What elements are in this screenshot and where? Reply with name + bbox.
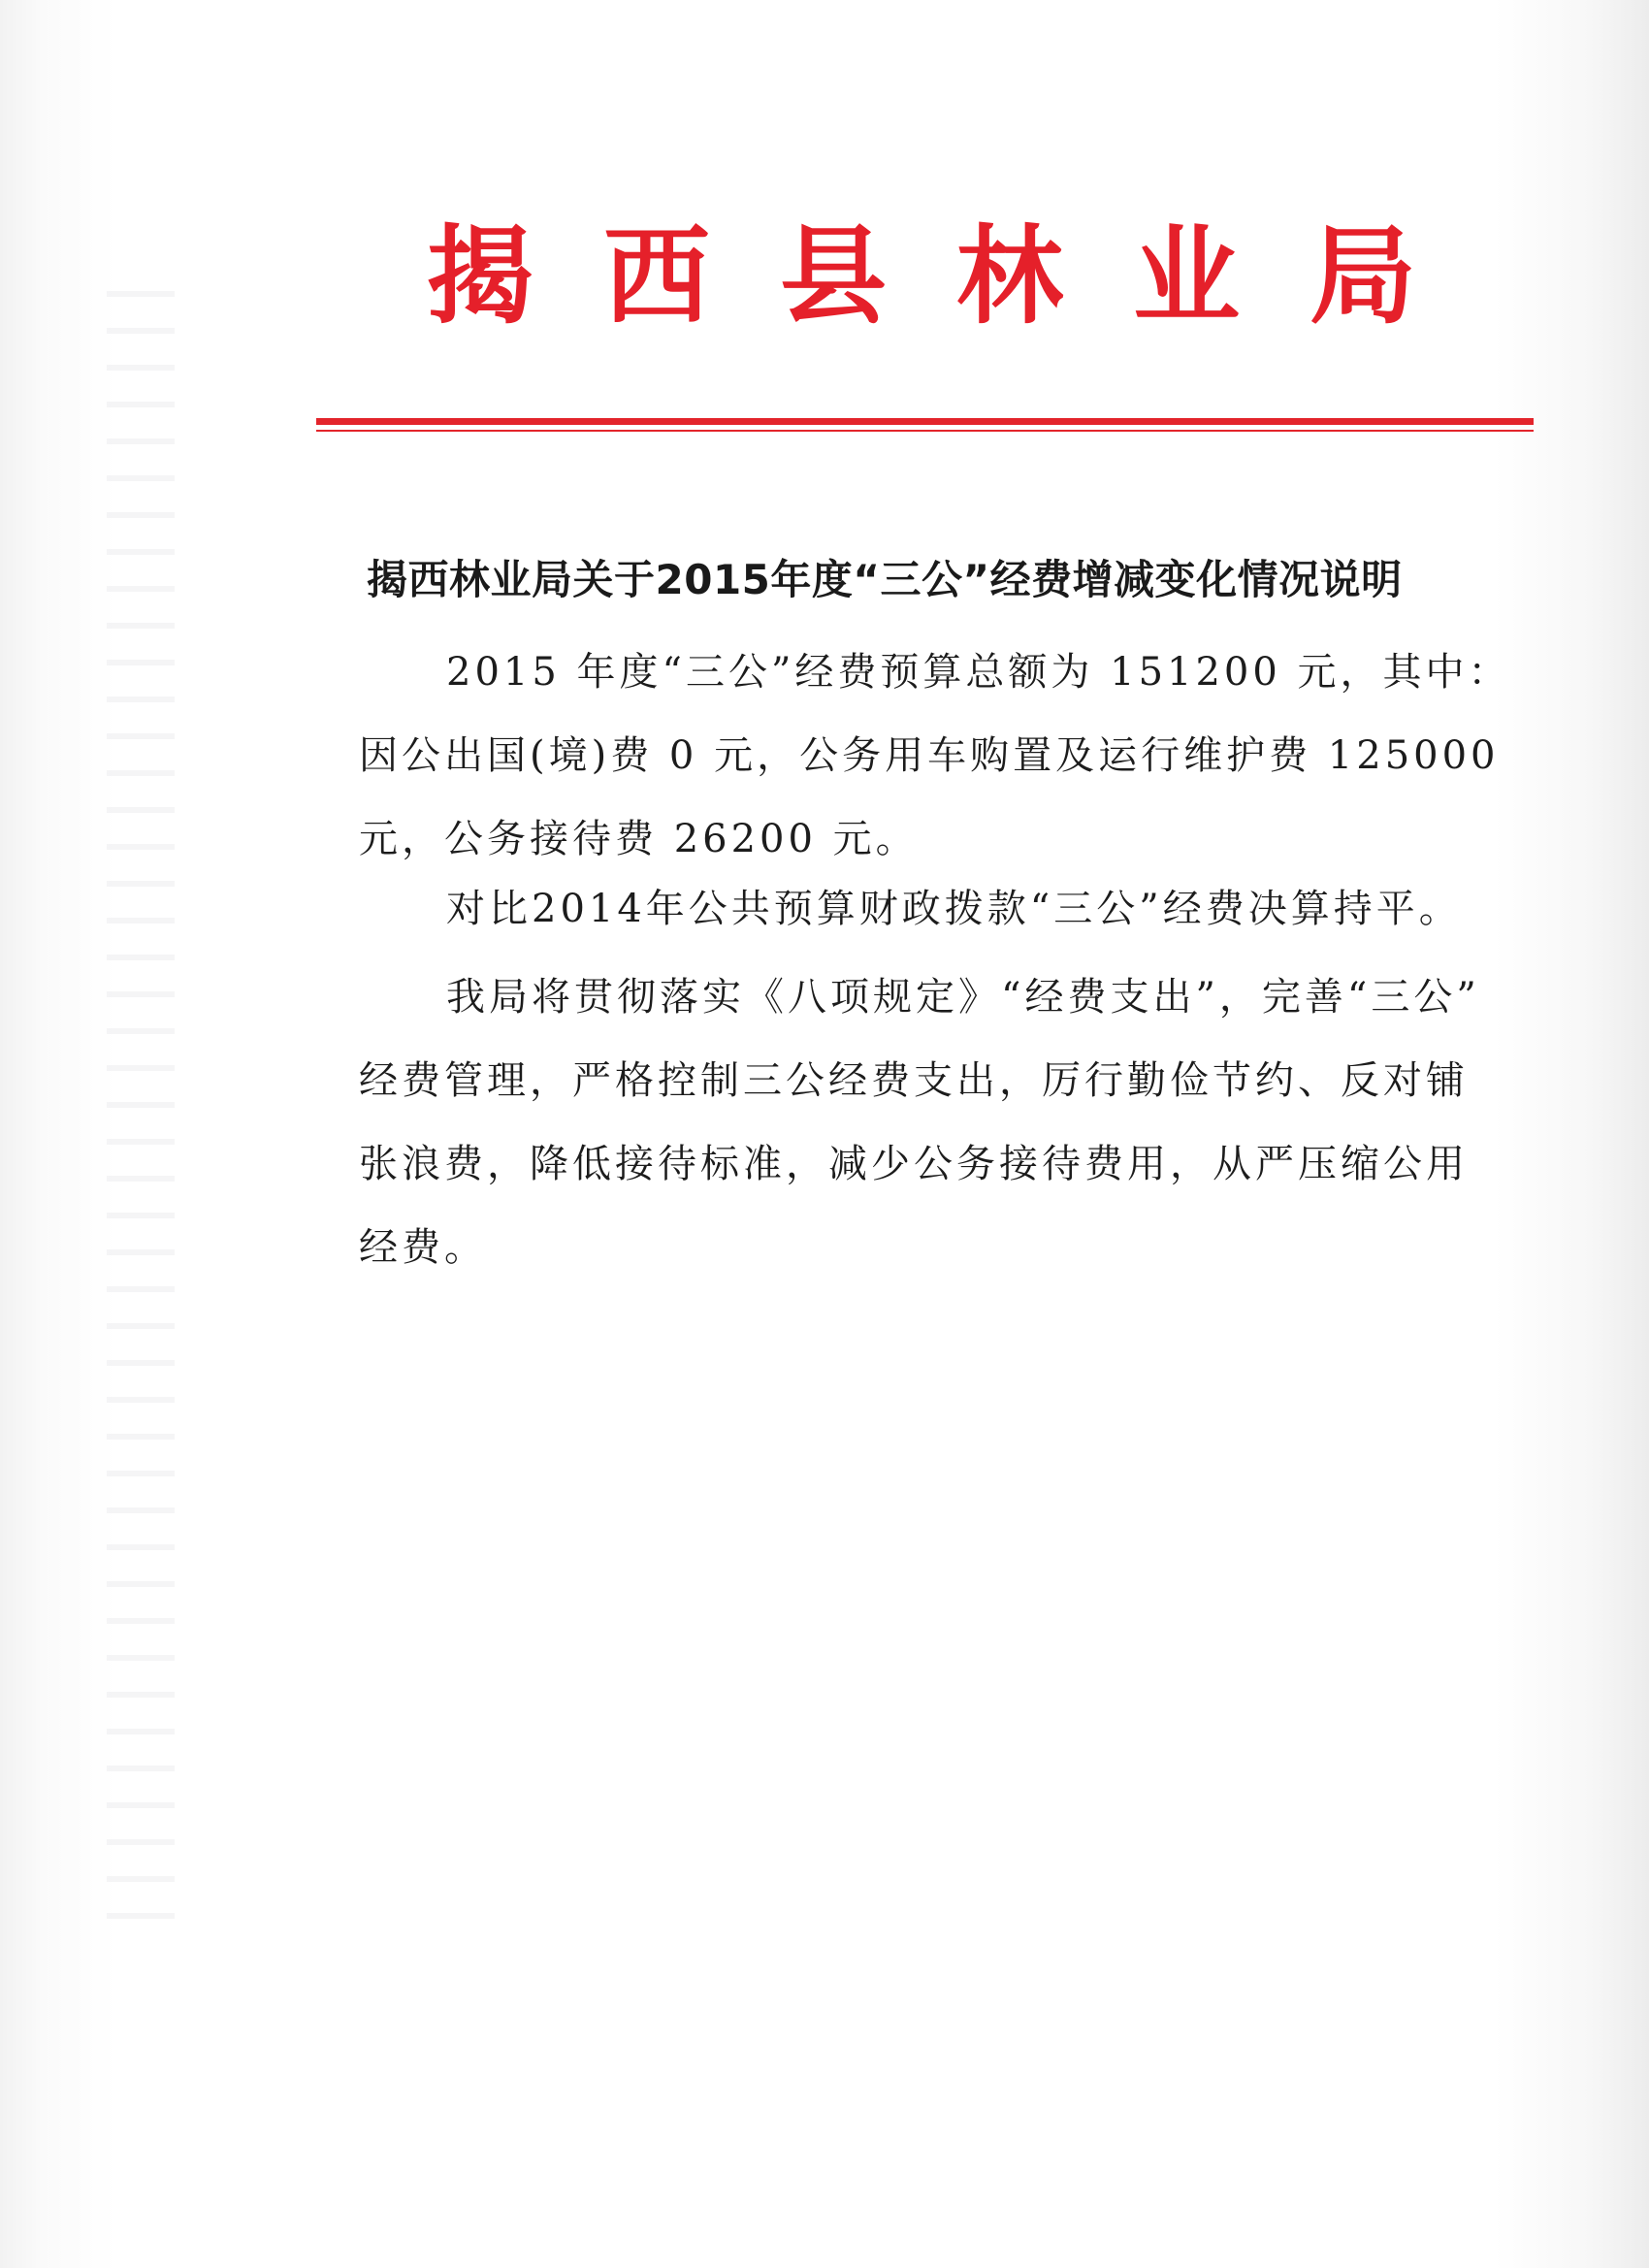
paragraph-line: 2015 年度“三公”经费预算总额为 151200 元，其中：	[446, 650, 1511, 695]
paragraph-line: 经费。	[359, 1225, 487, 1270]
document-title: 揭西林业局关于2015年度“三公”经费增减变化情况说明	[367, 556, 1403, 603]
scan-shadow	[107, 291, 175, 1940]
paragraph-comparison: 对比2014年公共预算财政拨款“三公”经费决算持平。	[446, 887, 1462, 931]
letterhead-rule-thick	[316, 418, 1534, 425]
letterhead-char: 林	[956, 213, 1063, 339]
letterhead-char: 西	[603, 213, 710, 339]
letterhead-char: 县	[780, 213, 887, 339]
letterhead-title	[427, 209, 1416, 344]
letterhead-char: 业	[1133, 213, 1240, 339]
letterhead-char: 揭	[427, 213, 534, 339]
paragraph-line: 因公出国(境)费 0 元，公务用车购置及运行维护费 125000	[359, 733, 1500, 778]
letterhead-char: 局	[1310, 213, 1416, 339]
paragraph-measures	[359, 956, 1484, 1289]
paragraph-line: 我局将贯彻落实《八项规定》“经费支出”，完善“三公”	[446, 975, 1480, 1020]
paragraph-line: 经费管理，严格控制三公经费支出，厉行勤俭节约、反对铺	[359, 1058, 1469, 1103]
paragraph-line: 张浪费，降低接待标准，减少公务接待费用，从严压缩公用	[359, 1142, 1469, 1186]
paragraph-budget	[359, 631, 1511, 881]
paragraph-line: 元，公务接待费 26200 元。	[359, 817, 919, 861]
letterhead-rule-thin	[316, 430, 1534, 432]
